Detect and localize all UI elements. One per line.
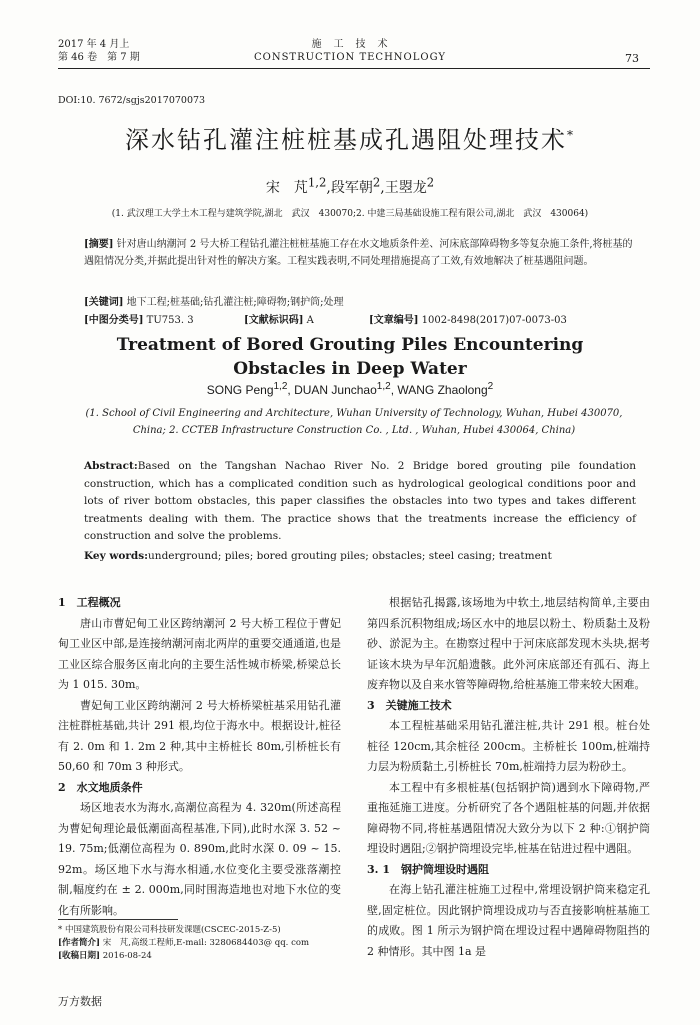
- author-sup: 1,2: [307, 175, 327, 190]
- title-en: [0, 333, 700, 381]
- doc-code-value: A: [306, 315, 314, 326]
- classification-line: [84, 312, 636, 329]
- author-en: DUAN Junchao: [294, 383, 377, 397]
- title-cn-text: 深水钻孔灌注桩桩基成孔遇阻处理技术: [125, 126, 567, 154]
- paragraph: 在海上钻孔灌注桩施工过程中,常埋设钢护筒来稳定孔壁,固定桩位。因此钢护筒埋设成功与否直接影响桩基施工的成败。图 1 所示为钢护筒在埋设过程中遇障碍物阻挡的 2 种情形。其中图 1a 是: [367, 883, 650, 958]
- title-footnote-mark: *: [567, 128, 575, 142]
- author-sup: 1,2: [376, 381, 391, 392]
- abstract-en-text: Based on the Tangshan Nachao River No. 2 Bridge bored grouting pile foundation construction, which has a complicated condition such as hydrological geological conditions poor and lots of river bottom obstacles, this paper classifies the obstacles into two types and takes different treatments dealing with them. The practice shows that the treatments increase the efficiency of construction and solve the problems.: [84, 460, 636, 543]
- title-en-line2: Obstacles in Deep Water: [233, 359, 467, 379]
- author-cn: 宋 芃: [265, 180, 308, 196]
- keywords-cn-text: 地下工程;桩基础;钻孔灌注桩;障碍物;钢护筒;处理: [126, 297, 344, 308]
- author-note-text: 宋 芃,高级工程师,E-mail: 3280684403@ qq. com: [102, 938, 310, 948]
- section-heading: 2 水文地质条件: [58, 780, 143, 794]
- fund-note: * 中国建筑股份有限公司科技研发课题(CSCEC-2015-Z-5): [58, 925, 281, 935]
- author-en: WANG Zhaolong: [397, 383, 488, 397]
- paragraph: 唐山市曹妃甸工业区跨纳潮河 2 号大桥工程位于曹妃甸工业区中部,是连接纳潮河南北两岸的重要交通通道,也是工业区综合服务区南北向的主要生活性城市桥梁,桥梁总长为 1 015. 30m。: [58, 616, 341, 691]
- clc-value: TU753. 3: [146, 315, 194, 326]
- page-number: 73: [625, 52, 639, 65]
- footnotes: [58, 924, 343, 963]
- running-header-center: [0, 38, 700, 64]
- journal-title-cn: 施 工 技 术: [311, 39, 389, 50]
- article-no-value: 1002-8498(2017)07-0073-03: [421, 315, 567, 326]
- author-sup: 1,2: [273, 381, 288, 392]
- abstract-cn-label: [摘要]: [84, 239, 114, 250]
- abstract-cn-text: 针对唐山纳潮河 2 号大桥工程钻孔灌注桩桩基施工存在水文地质条件差、河床底部障碍物多等复杂施工条件,将桩基的遇阻情况分类,并据此提出针对性的解决方案。工程实践表明,不同处理措施提高了工效,有效地解决了桩基遇阻问题。: [84, 239, 633, 267]
- article-no-label: [文章编号]: [369, 315, 419, 326]
- keywords-cn: [84, 294, 636, 311]
- author-en: SONG Peng: [206, 383, 274, 397]
- received-note: [58, 950, 343, 963]
- abstract-cn: [84, 236, 636, 270]
- volume-issue: 第 46 卷 第 7 期: [58, 52, 140, 63]
- paragraph: 本工程桩基础采用钻孔灌注桩,共计 291 根。桩台处桩径 120cm,其余桩径 200cm。主桥桩长 100m,桩端持力层为粉质黏土,引桥桩长 70m,桩端持力层为粉砂土。: [367, 719, 650, 773]
- footnote-rule: [58, 919, 178, 920]
- received-date: 2016-08-24: [102, 951, 152, 961]
- author-note: [58, 937, 343, 950]
- affiliation-cn: (1. 武汉理工大学土木工程与建筑学院,湖北 武汉 430070;2. 中建三局基础设施工程有限公司,湖北 武汉 430064): [111, 209, 589, 219]
- section-heading: 1 工程概况: [58, 596, 121, 609]
- author-sup: 2: [487, 381, 494, 392]
- issue-date: 2017 年 4 月上: [58, 39, 130, 50]
- author-sup: 2: [372, 175, 381, 190]
- author-note-label: [作者简介]: [58, 938, 101, 948]
- body-column-left: [58, 593, 341, 921]
- watermark-source: 万方数据: [58, 996, 102, 1008]
- abstract-en-label: Abstract:: [84, 460, 138, 472]
- abstract-en: [84, 458, 636, 546]
- subsection-heading: 3. 1 钢护筒埋设时遇阻: [367, 862, 489, 876]
- authors-en: SONG Peng$^{1,2}$, DUAN Junchao$^{1,2}$, WANG Zhaolong$^2$: [206, 381, 494, 397]
- paragraph: 根据钻孔揭露,该场地为中软土,地层结构简单,主要由第四系沉积物组成;场区水中的地层以粉土、粉质黏土及粉砂、淤泥为主。在勘察过程中于河床底部发现木头块,据考证该木块为早年沉船遗骸。此外河床底部还有孤石、海上废弃物以及自来水管等障碍物,给桩基施工带来较大困难。: [367, 596, 650, 691]
- paragraph: 场区地表水为海水,高潮位高程为 4. 320m(所述高程为曹妃甸理论最低潮面高程基准,下同),此时水深 3. 52 ~ 19. 75m;低潮位高程为 0. 890m,此时水深 0. 09 ~ 15. 92m。场区地下水与海水相通,水位变化主要受涨落潮控制,幅度约在 ± 2. 000m,同时围海造地也对地下水位的变化有所影响。: [58, 801, 341, 917]
- authors-cn: 宋 芃$^{1,2}$,段军朝$^2$,王曌龙$^2$: [265, 175, 435, 196]
- header-rule: [58, 68, 650, 69]
- body-column-right: [367, 593, 650, 962]
- keywords-en-label: Key words:: [84, 550, 149, 562]
- paragraph: 曹妃甸工业区跨纳潮河 2 号大桥桥梁桩基采用钻孔灌注桩群桩基础,共计 291 根,均位于海水中。根据设计,桩径有 2. 0m 和 1. 2m 2 种,其中主桥桩长 80m,引桥桩长有 50,60 和 70m 3 种形式。: [58, 698, 341, 773]
- keywords-en-text: underground; piles; bored grouting piles; obstacles; steel casing; treatment: [148, 550, 552, 562]
- author-sup: 2: [426, 175, 435, 190]
- doi: DOI:10. 7672/sgjs2017070073: [58, 95, 206, 106]
- journal-title-en: CONSTRUCTION TECHNOLOGY: [253, 52, 447, 63]
- author-cn: 王曌龙: [384, 180, 427, 196]
- affiliation-en: (1. School of Civil Engineering and Architecture, Wuhan University of Technology, Wuhan, Hubei 430070, China; 2. CCTEB Infrastructure Construction Co. , Ltd. , Wuhan, Hubei 430064, China): [85, 408, 623, 436]
- title-en-line1: Treatment of Bored Grouting Piles Encountering: [116, 335, 584, 355]
- author-cn: 段军朝: [330, 180, 373, 196]
- keywords-en: [84, 550, 636, 562]
- received-label: [收稿日期]: [58, 951, 101, 961]
- section-heading: 3 关键施工技术: [367, 698, 452, 712]
- title-cn: [0, 120, 700, 155]
- doc-code-label: [文献标识码]: [244, 315, 304, 326]
- paragraph: 本工程中有多根桩基(包括钢护筒)遇到水下障碍物,严重拖延施工进度。分析研究了各个遇阻桩基的问题,并依据障碍物不同,将桩基遇阻情况大致分为以下 2 种:①钢护筒埋设时遇阻;②钢护筒埋设完毕,桩基在钻进过程中遇阻。: [367, 780, 650, 855]
- keywords-cn-label: [关键词]: [84, 297, 124, 308]
- clc-label: [中图分类号]: [84, 315, 144, 326]
